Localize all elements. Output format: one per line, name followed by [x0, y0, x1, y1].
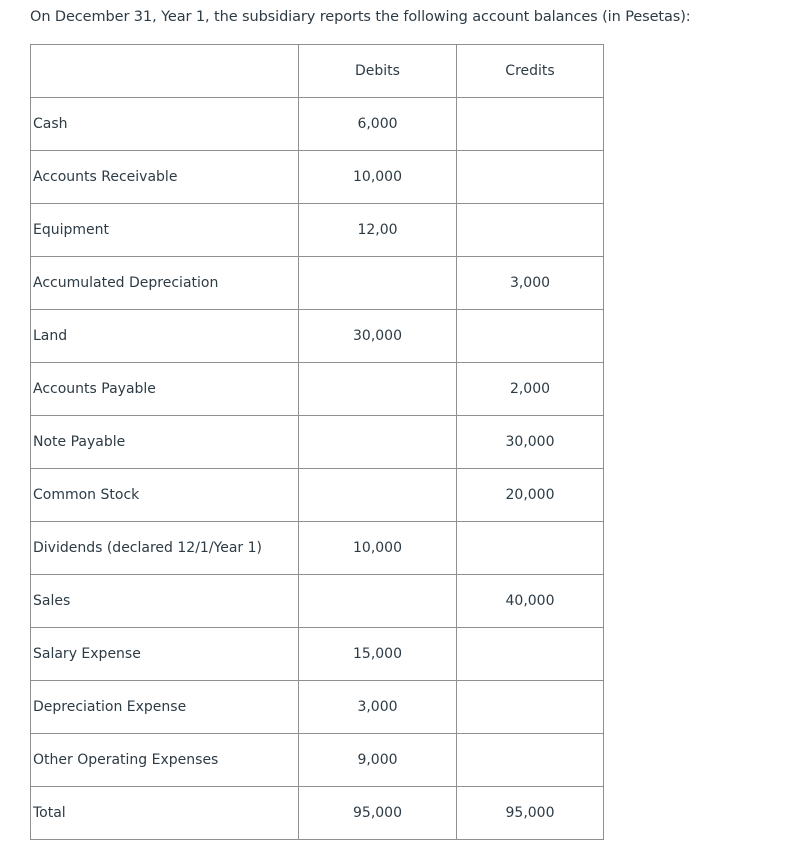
- account-name: Equipment: [31, 204, 299, 257]
- debit-total: 95,000: [299, 787, 457, 840]
- debit-value: [299, 363, 457, 416]
- credit-value: [457, 522, 604, 575]
- credit-value: 2,000: [457, 363, 604, 416]
- account-name: Accounts Receivable: [31, 151, 299, 204]
- credit-value: 3,000: [457, 257, 604, 310]
- debit-value: 6,000: [299, 98, 457, 151]
- debit-value: [299, 575, 457, 628]
- account-name: Total: [31, 787, 299, 840]
- total-row: [31, 787, 604, 840]
- account-name: Other Operating Expenses: [31, 734, 299, 787]
- header-credits: Credits: [457, 45, 604, 98]
- account-name: Cash: [31, 98, 299, 151]
- table-row: [31, 310, 604, 363]
- table-row: [31, 204, 604, 257]
- credit-value: [457, 98, 604, 151]
- debit-value: 15,000: [299, 628, 457, 681]
- debit-value: 12,00: [299, 204, 457, 257]
- account-name: Land: [31, 310, 299, 363]
- table-row: [31, 628, 604, 681]
- account-name: Sales: [31, 575, 299, 628]
- table-row: [31, 151, 604, 204]
- debit-value: 10,000: [299, 522, 457, 575]
- table-row: [31, 257, 604, 310]
- debit-value: [299, 416, 457, 469]
- table-row: [31, 363, 604, 416]
- credit-value: [457, 628, 604, 681]
- table-row: [31, 98, 604, 151]
- credit-value: 40,000: [457, 575, 604, 628]
- account-name: Accumulated Depreciation: [31, 257, 299, 310]
- account-name: Dividends (declared 12/1/Year 1): [31, 522, 299, 575]
- table-row: [31, 575, 604, 628]
- credit-value: 20,000: [457, 469, 604, 522]
- debit-value: [299, 257, 457, 310]
- table-row: [31, 681, 604, 734]
- header-debits: Debits: [299, 45, 457, 98]
- debit-value: 30,000: [299, 310, 457, 363]
- intro-text: On December 31, Year 1, the subsidiary reports the following account balances (in Pesetas):: [30, 9, 691, 25]
- debit-value: 3,000: [299, 681, 457, 734]
- credit-value: [457, 310, 604, 363]
- table-row: [31, 734, 604, 787]
- table-row: [31, 522, 604, 575]
- table-row: [31, 416, 604, 469]
- header-account: [31, 45, 299, 98]
- table-row: [31, 469, 604, 522]
- debit-value: [299, 469, 457, 522]
- credit-total: 95,000: [457, 787, 604, 840]
- credit-value: [457, 734, 604, 787]
- debit-value: 9,000: [299, 734, 457, 787]
- account-balances-table: [30, 44, 604, 840]
- credit-value: [457, 151, 604, 204]
- table-header-row: [31, 45, 604, 98]
- credit-value: [457, 681, 604, 734]
- credit-value: [457, 204, 604, 257]
- account-name: Common Stock: [31, 469, 299, 522]
- credit-value: 30,000: [457, 416, 604, 469]
- account-name: Salary Expense: [31, 628, 299, 681]
- account-name: Accounts Payable: [31, 363, 299, 416]
- account-name: Note Payable: [31, 416, 299, 469]
- account-name: Depreciation Expense: [31, 681, 299, 734]
- debit-value: 10,000: [299, 151, 457, 204]
